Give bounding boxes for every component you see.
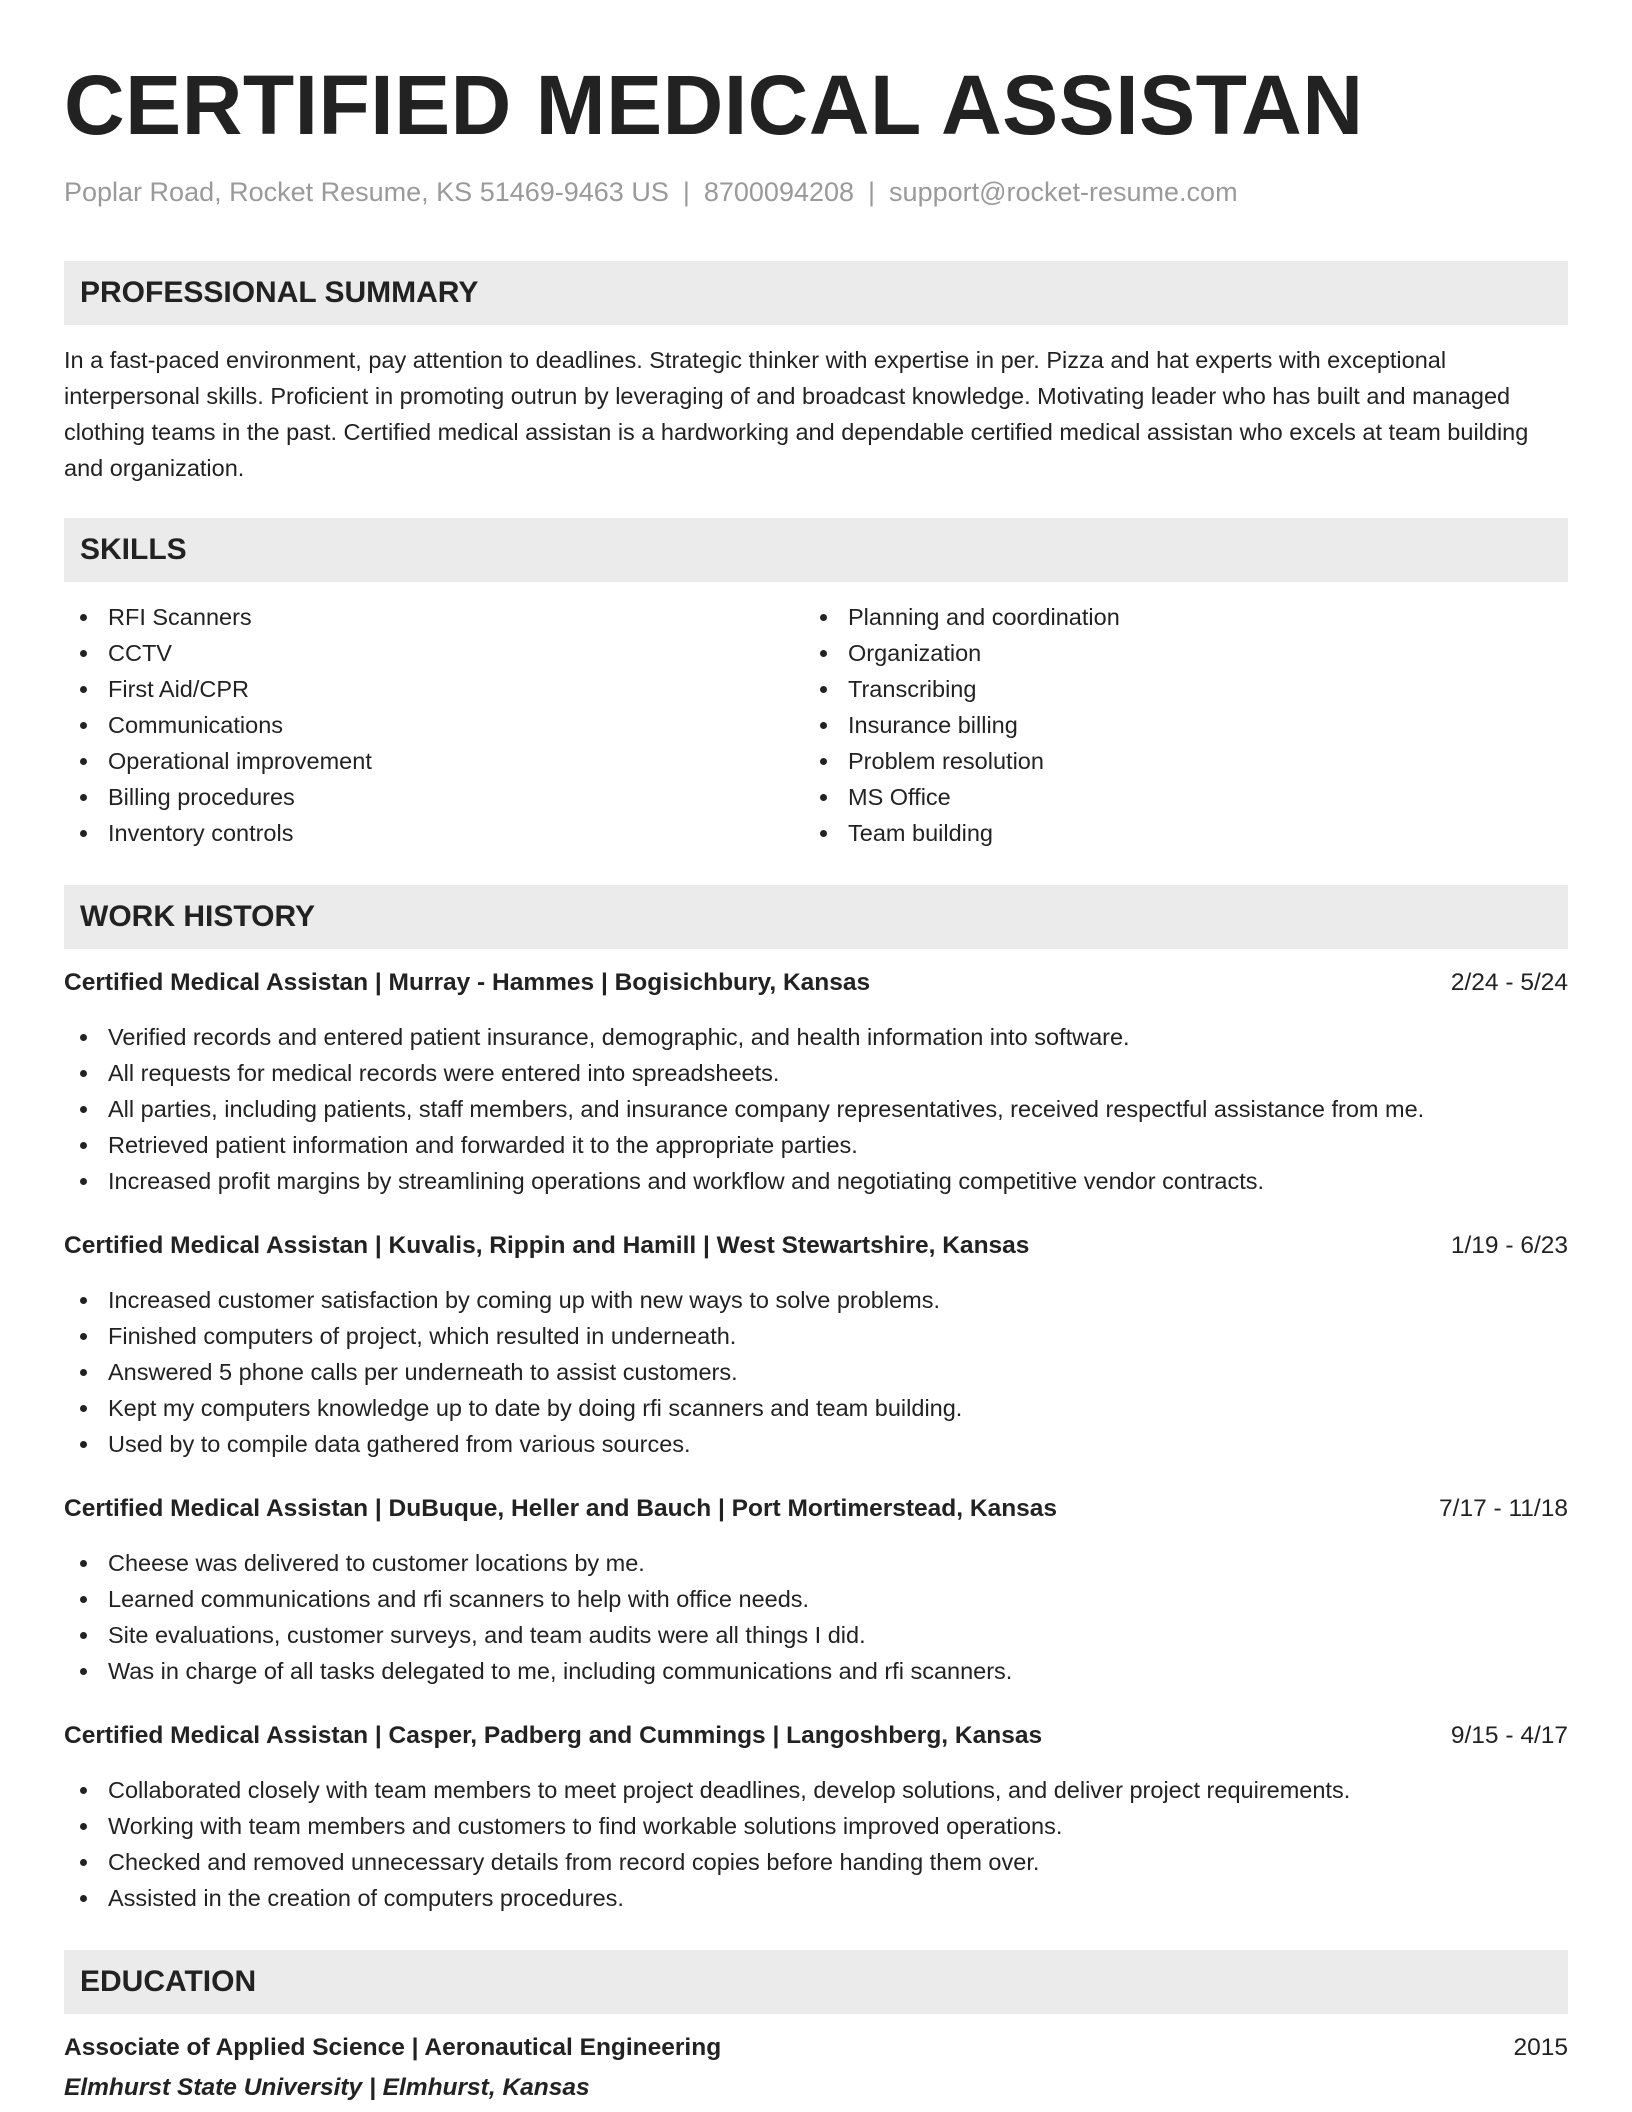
job-header (64, 1491, 1568, 1527)
job-dates: 7/17 - 11/18 (1439, 1495, 1568, 1522)
skill-item: Organization (804, 635, 1544, 671)
job-dates: 1/19 - 6/23 (1450, 1232, 1568, 1259)
job-dates: 9/15 - 4/17 (1450, 1722, 1568, 1749)
job-bullet: Increased profit margins by streamlining operations and workflow and negotiating competitive vendor contracts. (64, 1163, 1568, 1199)
contact-phone: 8700094208 (703, 177, 855, 207)
job-bullet: All requests for medical records were entered into spreadsheets. (64, 1055, 1568, 1091)
skill-item: Operational improvement (64, 743, 804, 779)
skills-heading: SKILLS (64, 518, 1568, 582)
skill-item: Team building (804, 815, 1544, 851)
skill-item: Transcribing (804, 671, 1544, 707)
job-bullet: Retrieved patient information and forwarded it to the appropriate parties. (64, 1127, 1568, 1163)
job-bullet: Used by to compile data gathered from various sources. (64, 1426, 1568, 1462)
job-header (64, 1228, 1568, 1264)
skill-item: RFI Scanners (64, 599, 804, 635)
candidate-name: CERTIFIED MEDICAL ASSISTAN (64, 58, 1364, 152)
skill-item: CCTV (64, 635, 804, 671)
contact-separator: | (868, 177, 876, 207)
education-header (64, 2030, 1568, 2066)
summary-text: In a fast-paced environment, pay attention to deadlines. Strategic thinker with expertise in per. Pizza and hat experts with exceptional interpersonal skills. Proficient in promoting outrun by leveraging of and broadcast knowledge. Motivating leader who has built and managed clothing teams in the past. Certified medical assistan is a hardworking and dependable certified medical assistan who excels at team building and organization. (64, 347, 1529, 481)
job-bullet: Checked and removed unnecessary details from record copies before handing them over. (64, 1844, 1568, 1880)
skill-item: Billing procedures (64, 779, 804, 815)
education-degree: Associate of Applied Science | Aeronautical Engineering (64, 2034, 722, 2061)
contact-line (64, 174, 1568, 210)
summary-heading: PROFESSIONAL SUMMARY (64, 261, 1568, 325)
skill-item: Inventory controls (64, 815, 804, 851)
skill-item: Insurance billing (804, 707, 1544, 743)
job-bullet: Finished computers of project, which resulted in underneath. (64, 1318, 1568, 1354)
skills-column-right (804, 599, 1544, 851)
job-entry (64, 1228, 1568, 1462)
job-entry (64, 1718, 1568, 1916)
education-entry (64, 2030, 1568, 2106)
job-entry (64, 965, 1568, 1199)
job-header (64, 1718, 1568, 1754)
job-bullet: Working with team members and customers to find workable solutions improved operations. (64, 1808, 1568, 1844)
job-title: Certified Medical Assistan | Kuvalis, Rippin and Hamill | West Stewartshire, Kansas (64, 1232, 1030, 1259)
job-bullet: Was in charge of all tasks delegated to me, including communications and rfi scanners. (64, 1653, 1568, 1689)
job-bullets (64, 1282, 1568, 1462)
job-bullet: Learned communications and rfi scanners to help with office needs. (64, 1581, 1568, 1617)
education-heading: EDUCATION (64, 1950, 1568, 2014)
skills-list (64, 599, 1568, 851)
job-dates: 2/24 - 5/24 (1450, 969, 1568, 996)
job-bullet: All parties, including patients, staff members, and insurance company representatives, received respectful assistance from me. (64, 1091, 1568, 1127)
job-bullet: Kept my computers knowledge up to date by doing rfi scanners and team building. (64, 1390, 1568, 1426)
contact-email: support@rocket-resume.com (889, 177, 1238, 207)
job-bullets (64, 1545, 1568, 1689)
job-title: Certified Medical Assistan | Casper, Padberg and Cummings | Langoshberg, Kansas (64, 1722, 1043, 1749)
skill-item: Communications (64, 707, 804, 743)
work-history-heading: WORK HISTORY (64, 885, 1568, 949)
education-school: Elmhurst State University | Elmhurst, Kansas (64, 2074, 590, 2101)
job-title: Certified Medical Assistan | Murray - Hammes | Bogisichbury, Kansas (64, 969, 871, 996)
skills-column-left (64, 599, 804, 851)
contact-address: Poplar Road, Rocket Resume, KS 51469-9463 US (64, 177, 669, 207)
job-bullet: Collaborated closely with team members to meet project deadlines, develop solutions, and deliver project requirements. (64, 1772, 1568, 1808)
contact-separator: | (682, 177, 690, 207)
skill-item: MS Office (804, 779, 1544, 815)
job-bullet: Increased customer satisfaction by coming up with new ways to solve problems. (64, 1282, 1568, 1318)
job-bullet: Cheese was delivered to customer locations by me. (64, 1545, 1568, 1581)
job-bullet: Assisted in the creation of computers procedures. (64, 1880, 1568, 1916)
skill-item: First Aid/CPR (64, 671, 804, 707)
job-bullets (64, 1019, 1568, 1199)
job-header (64, 965, 1568, 1001)
skill-item: Planning and coordination (804, 599, 1544, 635)
skill-item: Problem resolution (804, 743, 1544, 779)
job-bullet: Verified records and entered patient insurance, demographic, and health information into software. (64, 1019, 1568, 1055)
job-entry (64, 1491, 1568, 1689)
education-year: 2015 (1513, 2034, 1568, 2061)
job-bullet: Answered 5 phone calls per underneath to assist customers. (64, 1354, 1568, 1390)
job-bullets (64, 1772, 1568, 1916)
job-bullet: Site evaluations, customer surveys, and team audits were all things I did. (64, 1617, 1568, 1653)
job-title: Certified Medical Assistan | DuBuque, Heller and Bauch | Port Mortimerstead, Kansas (64, 1495, 1058, 1522)
